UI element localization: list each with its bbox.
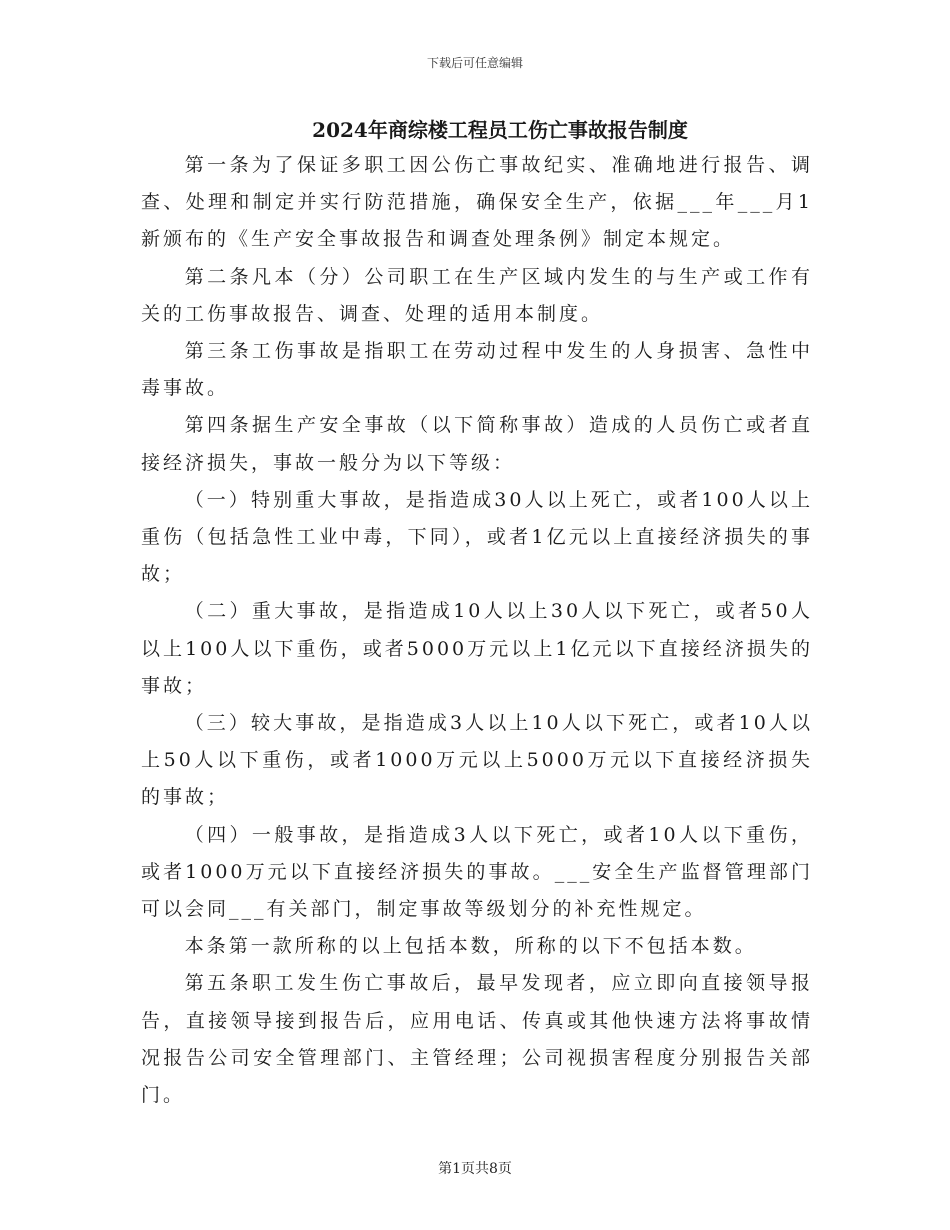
paragraph-note: 本条第一款所称的以上包括本数，所称的以下不包括本数。 [184,935,757,958]
page-number: 第1页共8页 [438,1161,512,1177]
document-title: 2024年商综楼工程员工伤亡事故报告制度 [312,118,688,142]
paragraph-level-3: （三）较大事故，是指造成3人以上10人以下死亡，或者10人以上50人以下重伤，或者1000万元以上5000万元以下直接经济损失的事故； [141,712,813,809]
paragraph-level-2: （二）重大事故，是指造成10人以上30人以下死亡，或者50人以上100人以下重伤，或者5000万元以上1亿元以下直接经济损失的事故； [141,600,813,697]
paragraph-article-5: 第五条职工发生伤亡事故后，最早发现者，应立即向直接领导报告，直接领导接到报告后，应用电话、传真或其他快速方法将事故情况报告公司安全管理部门、主管经理；公司视损害程度分别报告关部门。 [141,972,813,1107]
paragraph-article-2: 第二条凡本（分）公司职工在生产区域内发生的与生产或工作有关的工伤事故报告、调查、处理的适用本制度。 [141,265,813,325]
paragraph-article-4: 第四条据生产安全事故（以下简称事故）造成的人员伤亡或者直接经济损失，事故一般分为以下等级： [141,414,813,474]
paragraph-article-3: 第三条工伤事故是指职工在劳动过程中发生的人身损害、急性中毒事故。 [141,340,813,400]
paragraph-article-1: 第一条为了保证多职工因公伤亡事故纪实、准确地进行报告、调查、处理和制定并实行防范措施，确保安全生产，依据___年___月1新颁布的《生产安全事故报告和调查处理条例》制定本规定。 [141,154,813,251]
paragraph-level-1: （一）特别重大事故，是指造成30人以上死亡，或者100人以上重伤（包括急性工业中毒，下同），或者1亿元以上直接经济损失的事故； [141,488,813,586]
document-body [141,147,813,1114]
header-note: 下载后可任意编辑 [426,56,523,70]
paragraph-level-4: （四）一般事故，是指造成3人以下死亡，或者10人以下重伤，或者1000万元以下直接经济损失的事故。___安全生产监督管理部门可以会同___有关部门，制定事故等级划分的补充性规定。 [141,823,813,921]
